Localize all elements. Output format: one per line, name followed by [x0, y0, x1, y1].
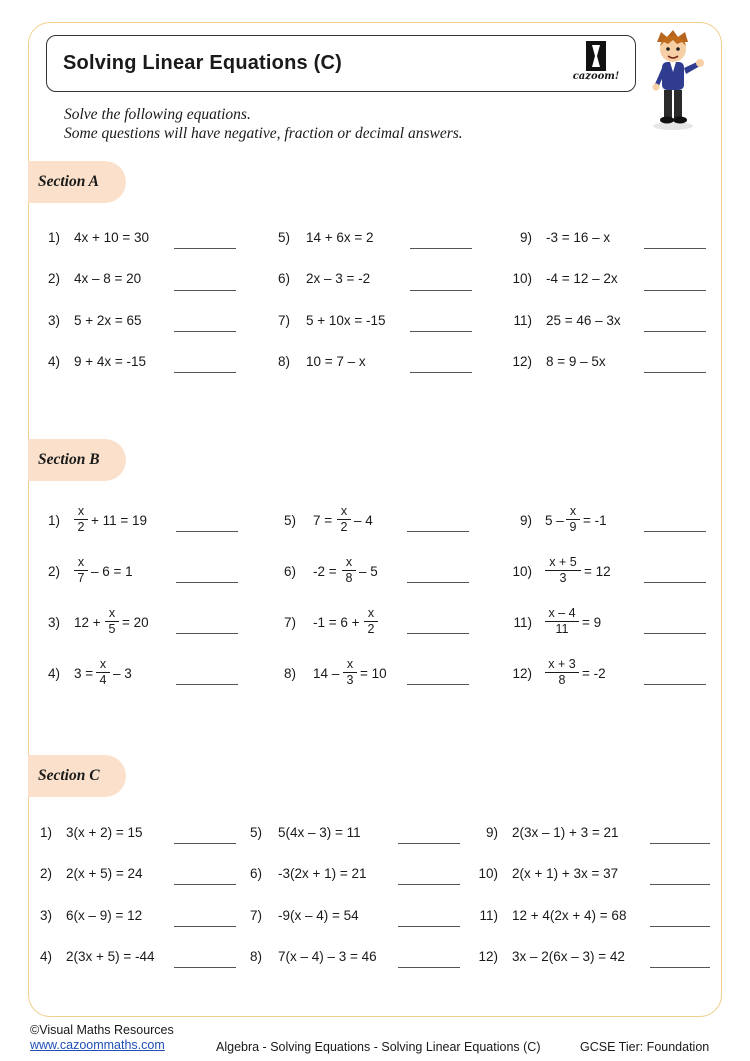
question-number: 2) — [47, 271, 60, 286]
equation: 3x – 2(6x – 3) = 42 — [512, 949, 625, 964]
fraction: x – 4 11 — [545, 607, 579, 636]
section-b-label: Section B — [28, 439, 126, 481]
question-number: 5) — [277, 230, 290, 245]
equation-right: – 3 — [113, 666, 132, 681]
equation-right: + 11 = 19 — [91, 513, 148, 528]
question-number: 4) — [47, 354, 60, 369]
answer-line[interactable] — [410, 290, 472, 291]
question-number: 3) — [39, 908, 52, 923]
question-number: 8) — [277, 354, 290, 369]
question-number: 8) — [283, 666, 296, 681]
equation: 10 = 7 – x — [306, 354, 366, 369]
equation: 3(x + 2) = 15 — [66, 825, 143, 840]
question-number: 12) — [478, 949, 498, 964]
instruction-line: Solve the following equations. — [64, 106, 251, 123]
question-number: 6) — [249, 866, 262, 881]
answer-line[interactable] — [650, 843, 710, 844]
question-number: 5) — [249, 825, 262, 840]
footer-link-wrap — [30, 1038, 165, 1052]
answer-line[interactable] — [174, 290, 236, 291]
question-number: 10) — [512, 564, 532, 579]
cazoom-logo — [571, 40, 621, 88]
answer-line[interactable] — [644, 531, 706, 532]
answer-line[interactable] — [174, 843, 236, 844]
answer-line[interactable] — [644, 248, 706, 249]
equation-right: = 9 — [582, 615, 602, 630]
question-number: 4) — [39, 949, 52, 964]
instructions — [64, 105, 463, 143]
equation: 5 + 10x = -15 — [306, 313, 386, 328]
equation: 14 + 6x = 2 — [306, 230, 374, 245]
answer-line[interactable] — [174, 372, 236, 373]
equation: 12 + 4(2x + 4) = 68 — [512, 908, 627, 923]
question-number: 11) — [513, 615, 532, 630]
equation: 6(x – 9) = 12 — [66, 908, 143, 923]
question-number: 1) — [39, 825, 52, 840]
equation: 9 + 4x = -15 — [74, 354, 147, 369]
fraction: x 4 — [96, 658, 110, 687]
question-number: 10) — [512, 271, 532, 286]
equation-left: 5 – — [545, 513, 564, 528]
section-a-label: Section A — [28, 161, 126, 203]
answer-line[interactable] — [398, 926, 460, 927]
fraction: x 2 — [74, 505, 88, 534]
equation-left: 7 = — [313, 513, 333, 528]
section-c-label: Section C — [28, 755, 126, 797]
answer-line[interactable] — [644, 331, 706, 332]
fraction: x 7 — [74, 556, 88, 585]
equation: 7(x – 4) – 3 = 46 — [278, 949, 377, 964]
answer-line[interactable] — [410, 331, 472, 332]
question-number: 9) — [485, 825, 498, 840]
fraction: x 3 — [343, 658, 357, 687]
answer-line[interactable] — [644, 290, 706, 291]
equation: 5(4x – 3) = 11 — [278, 825, 361, 840]
equation-left: 12 + — [74, 615, 101, 630]
equation: -4 = 12 – 2x — [546, 271, 618, 286]
equation-right: – 6 = 1 — [91, 564, 133, 579]
equation-left: -2 = — [313, 564, 337, 579]
equation: -3(2x + 1) = 21 — [278, 866, 367, 881]
logo-wordmark: cazoom! — [572, 71, 620, 82]
fraction: x + 3 8 — [545, 658, 579, 687]
equation-left: 3 = — [74, 666, 94, 681]
question-number: 12) — [512, 666, 532, 681]
question-number: 12) — [512, 354, 532, 369]
question-number: 8) — [249, 949, 262, 964]
answer-line[interactable] — [407, 684, 469, 685]
question-number: 7) — [283, 615, 296, 630]
answer-line[interactable] — [407, 531, 469, 532]
answer-line[interactable] — [176, 531, 238, 532]
answer-line[interactable] — [174, 248, 236, 249]
equation: 2(x + 5) = 24 — [66, 866, 143, 881]
answer-line[interactable] — [176, 633, 238, 634]
question-number: 2) — [39, 866, 52, 881]
question-number: 1) — [47, 513, 60, 528]
answer-line[interactable] — [174, 967, 236, 968]
equation-left: 14 – — [313, 666, 340, 681]
equation: 5 + 2x = 65 — [74, 313, 142, 328]
answer-line[interactable] — [398, 843, 460, 844]
equation: 8 = 9 – 5x — [546, 354, 606, 369]
answer-line[interactable] — [176, 582, 238, 583]
fraction: x + 5 3 — [545, 556, 581, 585]
answer-line[interactable] — [407, 582, 469, 583]
question-number: 9) — [519, 230, 532, 245]
answer-line[interactable] — [644, 684, 706, 685]
question-number: 6) — [283, 564, 296, 579]
logo-mark-icon — [585, 40, 607, 72]
question-number: 7) — [277, 313, 290, 328]
question-number: 11) — [479, 908, 498, 923]
question-number: 5) — [283, 513, 296, 528]
answer-line[interactable] — [398, 967, 460, 968]
question-number: 11) — [513, 313, 532, 328]
equation-left: -1 = 6 + — [313, 615, 360, 630]
answer-line[interactable] — [644, 633, 706, 634]
boy-mascot-icon — [643, 28, 707, 132]
website-link[interactable]: www.cazoommaths.com — [30, 1038, 165, 1052]
answer-line[interactable] — [410, 372, 472, 373]
equation-right: = 10 — [360, 666, 387, 681]
title-box — [46, 35, 636, 92]
answer-line[interactable] — [410, 248, 472, 249]
answer-line[interactable] — [174, 884, 236, 885]
answer-line[interactable] — [644, 372, 706, 373]
equation: 4x – 8 = 20 — [74, 271, 142, 286]
answer-line[interactable] — [174, 331, 236, 332]
topic-text: Algebra - Solving Equations - Solving Linear Equations (C) — [216, 1040, 541, 1054]
equation: 25 = 46 – 3x — [546, 313, 621, 328]
equation: 2(x + 1) + 3x = 37 — [512, 866, 619, 881]
question-number: 4) — [47, 666, 60, 681]
question-number: 3) — [47, 313, 60, 328]
equation: -9(x – 4) = 54 — [278, 908, 359, 923]
fraction: x 5 — [105, 607, 119, 636]
answer-line[interactable] — [644, 582, 706, 583]
answer-line[interactable] — [650, 926, 710, 927]
answer-line[interactable] — [650, 967, 710, 968]
equation-right: – 5 — [359, 564, 378, 579]
answer-line[interactable] — [650, 884, 710, 885]
question-number: 10) — [478, 866, 498, 881]
equation-right: – 4 — [354, 513, 373, 528]
question-number: 2) — [47, 564, 60, 579]
question-number: 6) — [277, 271, 290, 286]
copyright-text: ©Visual Maths Resources — [30, 1023, 174, 1037]
equation-right: = -2 — [582, 666, 606, 681]
equation-right: = -1 — [583, 513, 607, 528]
equation: 2(3x – 1) + 3 = 21 — [512, 825, 619, 840]
equation: -3 = 16 – x — [546, 230, 611, 245]
question-number: 9) — [519, 513, 532, 528]
equation: 2(3x + 5) = -44 — [66, 949, 155, 964]
fraction: x 8 — [342, 556, 356, 585]
answer-line[interactable] — [398, 884, 460, 885]
instruction-line: Some questions will have negative, fraction or decimal answers. — [64, 125, 463, 142]
fraction: x 2 — [337, 505, 351, 534]
question-number: 1) — [47, 230, 60, 245]
worksheet-title: Solving Linear Equations (C) — [63, 52, 342, 74]
equation: 4x + 10 = 30 — [74, 230, 150, 245]
fraction: x 2 — [364, 607, 378, 636]
answer-line[interactable] — [407, 633, 469, 634]
answer-line[interactable] — [174, 926, 236, 927]
fraction: x 9 — [566, 505, 580, 534]
question-number: 3) — [47, 615, 60, 630]
tier-text: GCSE Tier: Foundation — [580, 1040, 710, 1054]
question-number: 7) — [249, 908, 262, 923]
equation: 2x – 3 = -2 — [306, 271, 371, 286]
answer-line[interactable] — [176, 684, 238, 685]
equation-right: = 20 — [122, 615, 149, 630]
equation-right: = 12 — [584, 564, 611, 579]
